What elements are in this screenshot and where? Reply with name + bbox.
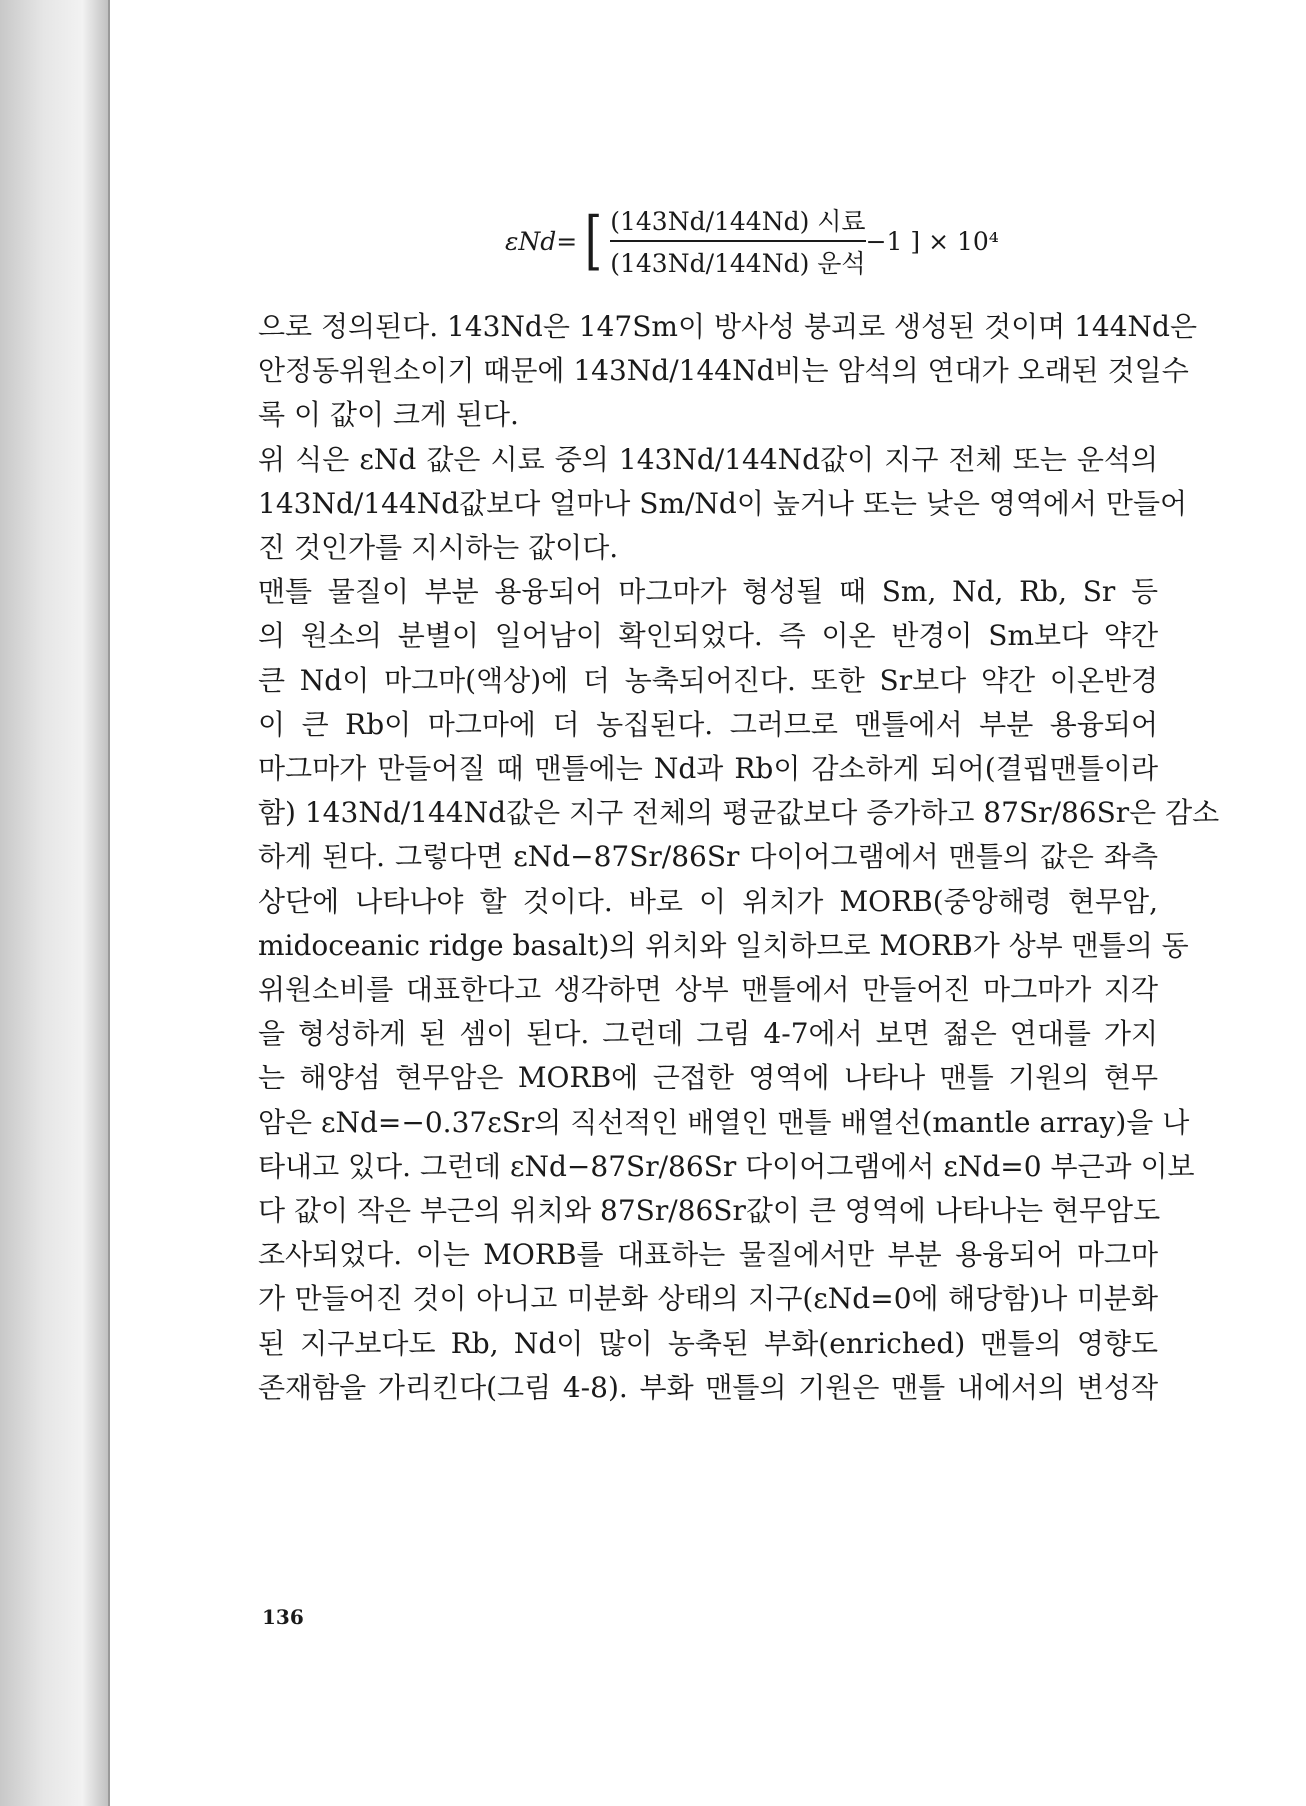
text-line: 이 큰 Rb이 마그마에 더 농집된다. 그러므로 맨틀에서 부분 용융되어 <box>258 707 1158 741</box>
text-line: 143Nd/144Nd값보다 얼마나 Sm/Nd이 높거나 또는 낮은 영역에서 만들어 <box>258 486 1188 520</box>
text-line: 진 것인가를 지시하는 값이다. <box>258 531 619 565</box>
text-line: 안정동위원소이기 때문에 143Nd/144Nd비는 암석의 연대가 오래된 것일수 <box>258 354 1189 388</box>
text-line: 위 식은 εNd 값은 시료 중의 143Nd/144Nd값이 지구 전체 또는 운석의 <box>258 442 1158 476</box>
text-line: midoceanic ridge basalt)의 위치와 일치하므로 MORB가 상부 맨틀의 동 <box>258 928 1189 962</box>
text-line: 된 지구보다도 Rb, Nd이 많이 농축된 부화(enriched) 맨틀의 영향도 <box>258 1326 1158 1360</box>
text-line: 가 만들어진 것이 아니고 미분화 상태의 지구(εNd=0에 해당함)나 미분화 <box>258 1282 1158 1316</box>
text-line: 록 이 값이 크게 된다. <box>258 398 519 432</box>
text-line: 상단에 나타나야 할 것이다. 바로 이 위치가 MORB(중앙해령 현무암, <box>258 884 1158 918</box>
formula-numerator: (143Nd/144Nd) 시료 <box>610 207 866 236</box>
text-line: 존재함을 가리킨다(그림 4-8). 부화 맨틀의 기원은 맨틀 내에서의 변성작 <box>258 1370 1158 1404</box>
text-line: 타내고 있다. 그런데 εNd−87Sr/86Sr 다이어그램에서 εNd=0 부근과 이보 <box>258 1149 1195 1183</box>
text-line: 으로 정의된다. 143Nd은 147Sm이 방사성 붕괴로 생성된 것이며 144Nd은 <box>258 310 1198 343</box>
text-line: 위원소비를 대표한다고 생각하면 상부 맨틀에서 만들어진 마그마가 지각 <box>258 973 1158 1007</box>
text-line: 하게 된다. 그렇다면 εNd−87Sr/86Sr 다이어그램에서 맨틀의 값은 좌측 <box>258 840 1158 874</box>
text-line: 큰 Nd이 마그마(액상)에 더 농축되어진다. 또한 Sr보다 약간 이온반경 <box>258 663 1158 697</box>
formula-fraction-line <box>610 240 865 242</box>
body-text <box>258 305 1220 1410</box>
text-line: 암은 εNd=−0.37εSr의 직선적인 배열인 맨틀 배열선(mantle array)을 나 <box>258 1105 1190 1139</box>
text-line: 마그마가 만들어질 때 맨틀에는 Nd과 Rb이 감소하게 되어(결핍맨틀이라 <box>258 752 1158 786</box>
formula-left-bracket: [ <box>584 204 603 278</box>
formula-denominator: (143Nd/144Nd) 운석 <box>610 249 866 278</box>
text-line: 의 원소의 분별이 일어남이 확인되었다. 즉 이온 반경이 Sm보다 약간 <box>258 619 1158 653</box>
formula-rhs: −1 ] × 10⁴ <box>865 226 999 256</box>
formula-fraction <box>610 202 865 280</box>
text-line: 을 형성하게 된 셈이 된다. 그런데 그림 4-7에서 보면 젊은 연대를 가지 <box>258 1017 1158 1051</box>
text-line: 맨틀 물질이 부분 용융되어 마그마가 형성될 때 Sm, Nd, Rb, Sr 등 <box>258 575 1158 609</box>
page-number: 136 <box>262 1605 304 1629</box>
text-line: 다 값이 작은 부근의 위치와 87Sr/86Sr값이 큰 영역에 나타나는 현무암도 <box>258 1194 1161 1228</box>
epsilon-nd-formula <box>505 202 999 280</box>
text-line: 조사되었다. 이는 MORB를 대표하는 물질에서만 부분 용융되어 마그마 <box>258 1238 1158 1272</box>
text-line: 함) 143Nd/144Nd값은 지구 전체의 평균값보다 증가하고 87Sr/86Sr은 감소 <box>258 796 1220 830</box>
book-page-edge <box>0 0 110 1806</box>
formula-lhs: εNd= <box>505 226 578 256</box>
text-line: 는 해양섬 현무암은 MORB에 근접한 영역에 나타나 맨틀 기원의 현무 <box>258 1061 1158 1095</box>
